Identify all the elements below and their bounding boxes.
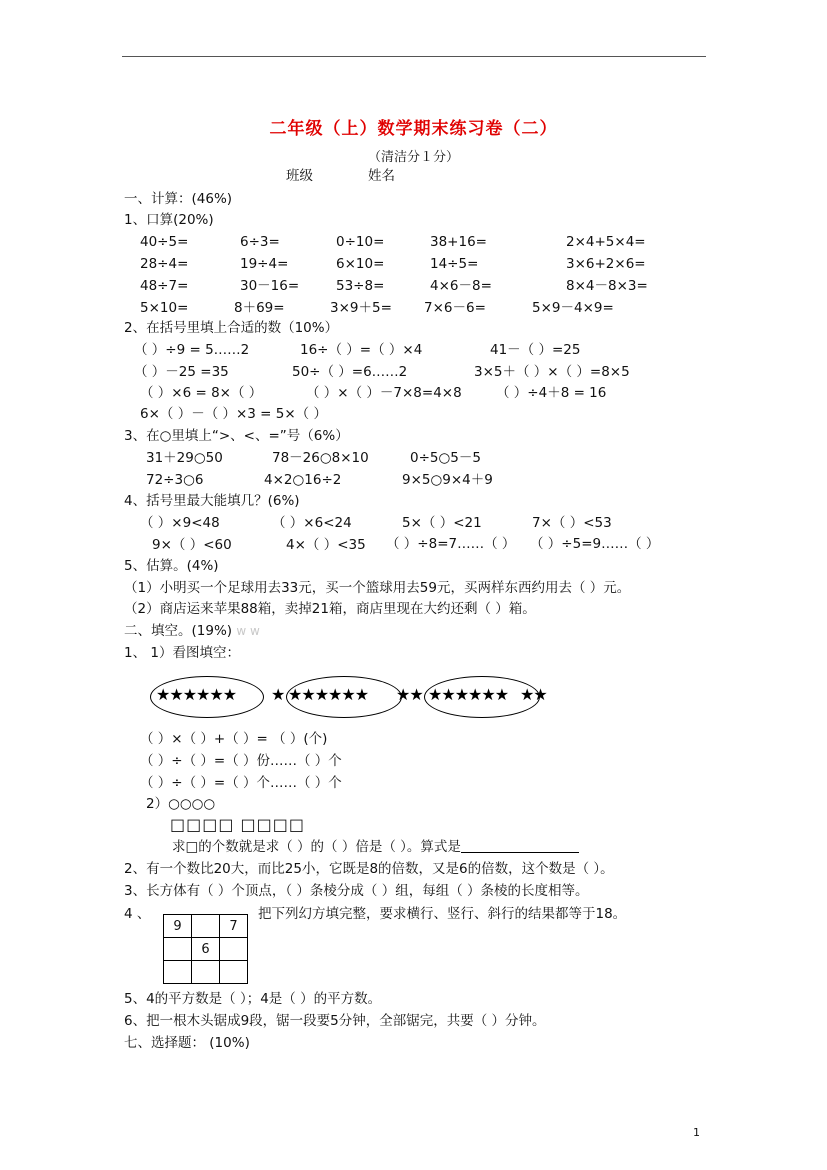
figure-blank: （ ）÷（ ）=（ ）个……（ ）个 bbox=[140, 775, 342, 791]
fill-blank-item: 50÷（ ）=6……2 bbox=[292, 364, 408, 380]
multiple-question bbox=[172, 839, 579, 855]
magic-cell bbox=[192, 961, 220, 984]
s2-q4-label: 4 、 bbox=[124, 906, 151, 922]
section2-heading bbox=[124, 623, 260, 639]
magic-square bbox=[163, 914, 248, 984]
fill-blank-item: （ ）×（ ）－7×8=4×8 bbox=[306, 385, 462, 401]
oral-calc-cell: 38+16= bbox=[430, 234, 487, 250]
section2-heading-text: 二、填空。(19%) bbox=[124, 623, 233, 639]
page-title: 二年级（上）数学期末练习卷（二） bbox=[269, 119, 558, 139]
max-fill-item: 4×（ ）<35 bbox=[286, 537, 366, 553]
magic-cell: 9 bbox=[164, 915, 192, 938]
magic-cell bbox=[220, 961, 248, 984]
max-fill-item: （ ）÷5=9……（ ） bbox=[530, 536, 660, 552]
fill-blank-item: （ ）×6 = 8×（ ） bbox=[140, 385, 263, 401]
magic-cell bbox=[164, 938, 192, 961]
fill-blank-item: 6×（ ）－（ ）×3 = 5×（ ） bbox=[140, 406, 327, 422]
oral-calc-cell: 28÷4= bbox=[140, 256, 189, 272]
fill-blank-item: 16÷（ ）=（ ）×4 bbox=[300, 342, 423, 358]
star-group: ★★★★★★ bbox=[428, 685, 509, 704]
watermark-text: w w bbox=[236, 624, 260, 638]
magic-cell bbox=[192, 915, 220, 938]
star-group: ★★ bbox=[520, 685, 547, 704]
figure-blank: （ ）÷（ ）=（ ）份……（ ）个 bbox=[140, 753, 342, 769]
q5-heading: 5、估算。(4%) bbox=[124, 558, 219, 574]
magic-cell: 7 bbox=[220, 915, 248, 938]
s2-q4-text: 把下列幻方填完整，要求横行、竖行、斜行的结果都等于18。 bbox=[258, 906, 627, 922]
star-pair: ★★ bbox=[396, 685, 423, 704]
compare-item: 9×5○9×4＋9 bbox=[402, 472, 493, 488]
magic-cell: 6 bbox=[192, 938, 220, 961]
fill-blank-item: 3×5＋（ ）×（ ）=8×5 bbox=[474, 364, 630, 380]
estimate-item: （1）小明买一个足球用去33元，买一个篮球用去59元，买两样东西约用去（ ）元。 bbox=[124, 580, 631, 596]
star-single: ★ bbox=[271, 685, 285, 704]
oral-calc-cell: 4×6－8= bbox=[430, 278, 492, 294]
oral-calc-cell: 14÷5= bbox=[430, 256, 479, 272]
compare-item: 0÷5○5－5 bbox=[410, 450, 481, 466]
s2-q5: 5、4的平方数是（ ）；4是（ ）的平方数。 bbox=[124, 991, 382, 1007]
answer-line bbox=[461, 839, 579, 853]
max-fill-item: （ ）×6<24 bbox=[272, 515, 352, 531]
q1-heading: 1、口算(20%) bbox=[124, 212, 214, 228]
fill-blank-item: （ ）－25 =35 bbox=[134, 364, 229, 380]
oral-calc-cell: 6÷3= bbox=[240, 234, 280, 250]
multiple-question-text: 求□的个数就是求（ ）的（ ）倍是（ ）。算式是 bbox=[172, 839, 461, 855]
max-fill-item: （ ）×9<48 bbox=[140, 515, 220, 531]
max-fill-item: 5×（ ）<21 bbox=[402, 515, 482, 531]
magic-cell bbox=[164, 961, 192, 984]
max-fill-item: 9×（ ）<60 bbox=[152, 537, 232, 553]
q2-heading: 2、在括号里填上合适的数（10%） bbox=[124, 320, 339, 336]
class-label: 班级 bbox=[286, 168, 313, 184]
oral-calc-cell: 53÷8= bbox=[336, 278, 385, 294]
star-group: ★★★★★★ bbox=[156, 685, 237, 704]
squares-row: □□□□ □□□□ bbox=[170, 815, 306, 834]
oral-calc-cell: 48÷7= bbox=[140, 278, 189, 294]
oral-calc-cell: 19÷4= bbox=[240, 256, 289, 272]
compare-item: 72÷3○6 bbox=[146, 472, 204, 488]
compare-item: 31＋29○50 bbox=[146, 450, 223, 466]
figure-blank: （ ）×（ ）+（ ）= （ ）(个) bbox=[140, 731, 328, 747]
oral-calc-cell: 8＋69= bbox=[234, 300, 285, 316]
oral-calc-cell: 2×4+5×4= bbox=[566, 234, 646, 250]
oral-calc-cell: 7×6－6= bbox=[424, 300, 486, 316]
magic-cell bbox=[220, 938, 248, 961]
oral-calc-cell: 3×9＋5= bbox=[330, 300, 392, 316]
fill-blank-item: （ ）÷4＋8 = 16 bbox=[496, 385, 607, 401]
fill-blank-item: 41－（ ）=25 bbox=[490, 342, 581, 358]
fill-blank-item: （ ）÷9 = 5……2 bbox=[134, 342, 250, 358]
page-number: 1 bbox=[693, 1126, 700, 1139]
section7-heading: 七、选择题： (10%) bbox=[124, 1035, 250, 1051]
oral-calc-cell: 3×6+2×6= bbox=[566, 256, 646, 272]
s2-q2: 2、有一个数比20大，而比25小，它既是8的倍数，又是6的倍数，这个数是（ ）。 bbox=[124, 861, 614, 877]
estimate-item: （2）商店运来苹果88箱，卖掉21箱，商店里现在大约还剩（ ）箱。 bbox=[124, 601, 536, 617]
q3-heading: 3、在○里填上“>、<、=”号（6%） bbox=[124, 428, 349, 444]
star-group: ★★★★★★ bbox=[288, 685, 369, 704]
circles-row: 2）○○○○ bbox=[146, 796, 216, 812]
oral-calc-cell: 40÷5= bbox=[140, 234, 189, 250]
name-label: 姓名 bbox=[368, 168, 395, 184]
compare-item: 78－26○8×10 bbox=[272, 450, 369, 466]
oral-calc-cell: 5×10= bbox=[140, 300, 189, 316]
q4-heading: 4、括号里最大能填几？(6%) bbox=[124, 493, 300, 509]
oral-calc-cell: 6×10= bbox=[336, 256, 385, 272]
max-fill-item: 7×（ ）<53 bbox=[532, 515, 612, 531]
max-fill-item: （ ）÷8=7……（ ） bbox=[386, 536, 516, 552]
oral-calc-cell: 5×9－4×9= bbox=[532, 300, 614, 316]
compare-item: 4×2○16÷2 bbox=[264, 472, 342, 488]
s2-q6: 6、把一根木头锯成9段，锯一段要5分钟，全部锯完，共要（ ）分钟。 bbox=[124, 1013, 546, 1029]
page-subtitle: （清洁分１分） bbox=[367, 150, 459, 165]
s2-q1-heading: 1、 1）看图填空： bbox=[124, 645, 240, 661]
s2-q3: 3、长方体有（ ）个顶点，（ ）条棱分成（ ）组，每组（ ）条棱的长度相等。 bbox=[124, 883, 589, 899]
header-rule bbox=[122, 56, 706, 57]
oral-calc-cell: 30－16= bbox=[240, 278, 300, 294]
oral-calc-cell: 0÷10= bbox=[336, 234, 385, 250]
oral-calc-cell: 8×4－8×3= bbox=[566, 278, 648, 294]
section1-heading: 一、计算：(46%) bbox=[124, 191, 233, 207]
